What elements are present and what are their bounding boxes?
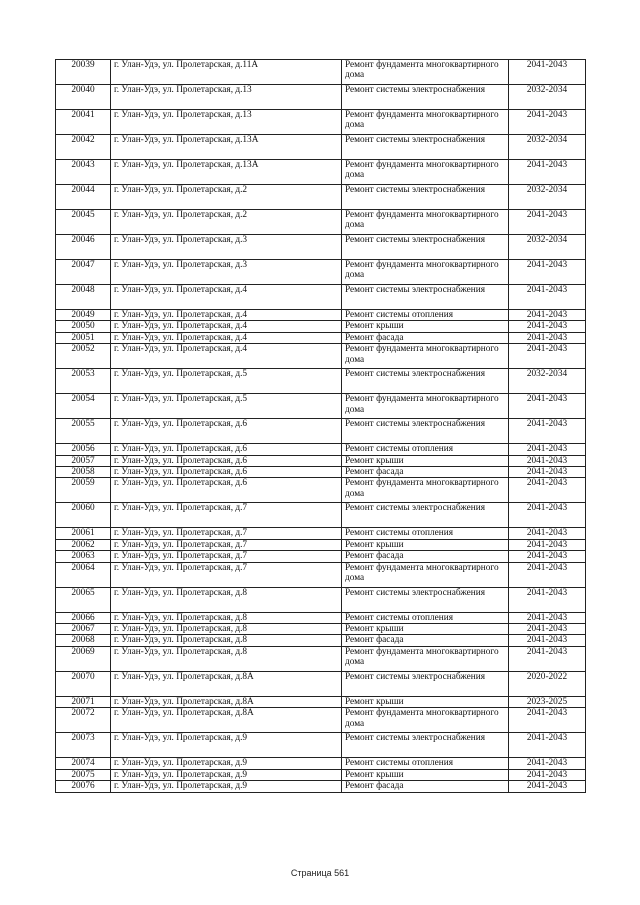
row-id-cell: 20041 [56, 110, 111, 135]
address-cell: г. Улан-Удэ, ул. Пролетарская, д.9 [111, 733, 342, 758]
period-cell: 2041-2043 [509, 551, 586, 562]
table-row [56, 708, 586, 733]
table-row [56, 696, 586, 707]
table-row [56, 528, 586, 539]
address-cell: г. Улан-Удэ, ул. Пролетарская, д.3 [111, 235, 342, 260]
work-type-cell: Ремонт крыши [342, 696, 509, 707]
period-cell: 2041-2043 [509, 260, 586, 285]
row-id-cell: 20045 [56, 210, 111, 235]
address-cell: г. Улан-Удэ, ул. Пролетарская, д.6 [111, 455, 342, 466]
work-type-cell: Ремонт системы электроснабжения [342, 503, 509, 528]
address-cell: г. Улан-Удэ, ул. Пролетарская, д.6 [111, 467, 342, 478]
period-cell: 2032-2034 [509, 235, 586, 260]
row-id-cell: 20054 [56, 394, 111, 419]
address-cell: г. Улан-Удэ, ул. Пролетарская, д.8 [111, 624, 342, 635]
table-row [56, 758, 586, 769]
address-cell: г. Улан-Удэ, ул. Пролетарская, д.8 [111, 587, 342, 612]
table-row [56, 285, 586, 310]
row-id-cell: 20039 [56, 60, 111, 85]
work-type-cell: Ремонт системы электроснабжения [342, 135, 509, 160]
address-cell: г. Улан-Удэ, ул. Пролетарская, д.8 [111, 646, 342, 671]
work-type-cell: Ремонт системы отопления [342, 612, 509, 623]
table-row [56, 671, 586, 696]
address-cell: г. Улан-Удэ, ул. Пролетарская, д.7 [111, 528, 342, 539]
period-cell: 2041-2043 [509, 467, 586, 478]
work-type-cell: Ремонт фундамента многоквартирного дома [342, 110, 509, 135]
address-cell: г. Улан-Удэ, ул. Пролетарская, д.11А [111, 60, 342, 85]
work-type-cell: Ремонт фундамента многоквартирного дома [342, 394, 509, 419]
period-cell: 2041-2043 [509, 758, 586, 769]
table-row [56, 160, 586, 185]
period-cell: 2032-2034 [509, 135, 586, 160]
table-row [56, 587, 586, 612]
table-row [56, 539, 586, 550]
row-id-cell: 20076 [56, 781, 111, 792]
row-id-cell: 20057 [56, 455, 111, 466]
table-row [56, 321, 586, 332]
row-id-cell: 20069 [56, 646, 111, 671]
row-id-cell: 20073 [56, 733, 111, 758]
row-id-cell: 20064 [56, 562, 111, 587]
row-id-cell: 20049 [56, 310, 111, 321]
work-type-cell: Ремонт фундамента многоквартирного дома [342, 160, 509, 185]
period-cell: 2041-2043 [509, 160, 586, 185]
address-cell: г. Улан-Удэ, ул. Пролетарская, д.5 [111, 369, 342, 394]
period-cell: 2020-2022 [509, 671, 586, 696]
address-cell: г. Улан-Удэ, ул. Пролетарская, д.6 [111, 444, 342, 455]
row-id-cell: 20058 [56, 467, 111, 478]
address-cell: г. Улан-Удэ, ул. Пролетарская, д.6 [111, 478, 342, 503]
table-row [56, 478, 586, 503]
period-cell: 2041-2043 [509, 60, 586, 85]
period-cell: 2041-2043 [509, 310, 586, 321]
period-cell: 2041-2043 [509, 781, 586, 792]
period-cell: 2041-2043 [509, 528, 586, 539]
period-cell: 2041-2043 [509, 612, 586, 623]
work-type-cell: Ремонт фундамента многоквартирного дома [342, 562, 509, 587]
period-cell: 2041-2043 [509, 708, 586, 733]
table-row [56, 332, 586, 343]
table-row [56, 781, 586, 792]
works-table [55, 59, 586, 793]
work-type-cell: Ремонт фундамента многоквартирного дома [342, 646, 509, 671]
address-cell: г. Улан-Удэ, ул. Пролетарская, д.7 [111, 539, 342, 550]
row-id-cell: 20056 [56, 444, 111, 455]
period-cell: 2041-2043 [509, 587, 586, 612]
address-cell: г. Улан-Удэ, ул. Пролетарская, д.13А [111, 135, 342, 160]
row-id-cell: 20053 [56, 369, 111, 394]
work-type-cell: Ремонт системы электроснабжения [342, 419, 509, 444]
row-id-cell: 20050 [56, 321, 111, 332]
address-cell: г. Улан-Удэ, ул. Пролетарская, д.8 [111, 635, 342, 646]
work-type-cell: Ремонт системы электроснабжения [342, 733, 509, 758]
row-id-cell: 20055 [56, 419, 111, 444]
table-row [56, 344, 586, 369]
table-row [56, 260, 586, 285]
period-cell: 2041-2043 [509, 285, 586, 310]
period-cell: 2041-2043 [509, 503, 586, 528]
period-cell: 2041-2043 [509, 344, 586, 369]
work-type-cell: Ремонт фасада [342, 332, 509, 343]
period-cell: 2041-2043 [509, 635, 586, 646]
work-type-cell: Ремонт фундамента многоквартирного дома [342, 708, 509, 733]
address-cell: г. Улан-Удэ, ул. Пролетарская, д.4 [111, 332, 342, 343]
row-id-cell: 20063 [56, 551, 111, 562]
address-cell: г. Улан-Удэ, ул. Пролетарская, д.8А [111, 708, 342, 733]
table-row [56, 185, 586, 210]
work-type-cell: Ремонт фасада [342, 551, 509, 562]
address-cell: г. Улан-Удэ, ул. Пролетарская, д.7 [111, 551, 342, 562]
work-type-cell: Ремонт системы отопления [342, 528, 509, 539]
period-cell: 2041-2043 [509, 562, 586, 587]
row-id-cell: 20051 [56, 332, 111, 343]
work-type-cell: Ремонт фундамента многоквартирного дома [342, 210, 509, 235]
work-type-cell: Ремонт системы электроснабжения [342, 85, 509, 110]
period-cell: 2041-2043 [509, 419, 586, 444]
row-id-cell: 20059 [56, 478, 111, 503]
row-id-cell: 20062 [56, 539, 111, 550]
address-cell: г. Улан-Удэ, ул. Пролетарская, д.4 [111, 321, 342, 332]
address-cell: г. Улан-Удэ, ул. Пролетарская, д.2 [111, 210, 342, 235]
table-row [56, 769, 586, 780]
address-cell: г. Улан-Удэ, ул. Пролетарская, д.13А [111, 160, 342, 185]
row-id-cell: 20071 [56, 696, 111, 707]
row-id-cell: 20061 [56, 528, 111, 539]
row-id-cell: 20048 [56, 285, 111, 310]
table-row [56, 85, 586, 110]
row-id-cell: 20040 [56, 85, 111, 110]
table-row [56, 310, 586, 321]
period-cell: 2041-2043 [509, 733, 586, 758]
row-id-cell: 20043 [56, 160, 111, 185]
table-row [56, 467, 586, 478]
work-type-cell: Ремонт системы отопления [342, 444, 509, 455]
row-id-cell: 20052 [56, 344, 111, 369]
address-cell: г. Улан-Удэ, ул. Пролетарская, д.9 [111, 769, 342, 780]
period-cell: 2041-2043 [509, 332, 586, 343]
work-type-cell: Ремонт системы электроснабжения [342, 235, 509, 260]
table-row [56, 635, 586, 646]
work-type-cell: Ремонт фасада [342, 635, 509, 646]
table-row [56, 646, 586, 671]
period-cell: 2041-2043 [509, 769, 586, 780]
period-cell: 2032-2034 [509, 369, 586, 394]
table-row [56, 551, 586, 562]
work-type-cell: Ремонт фасада [342, 781, 509, 792]
address-cell: г. Улан-Удэ, ул. Пролетарская, д.2 [111, 185, 342, 210]
table-row [56, 369, 586, 394]
table-row [56, 562, 586, 587]
period-cell: 2041-2043 [509, 444, 586, 455]
work-type-cell: Ремонт крыши [342, 539, 509, 550]
address-cell: г. Улан-Удэ, ул. Пролетарская, д.13 [111, 110, 342, 135]
address-cell: г. Улан-Удэ, ул. Пролетарская, д.4 [111, 285, 342, 310]
address-cell: г. Улан-Удэ, ул. Пролетарская, д.13 [111, 85, 342, 110]
row-id-cell: 20046 [56, 235, 111, 260]
table-row [56, 135, 586, 160]
period-cell: 2032-2034 [509, 185, 586, 210]
row-id-cell: 20074 [56, 758, 111, 769]
period-cell: 2041-2043 [509, 646, 586, 671]
row-id-cell: 20066 [56, 612, 111, 623]
work-type-cell: Ремонт крыши [342, 321, 509, 332]
work-type-cell: Ремонт крыши [342, 769, 509, 780]
period-cell: 2041-2043 [509, 455, 586, 466]
row-id-cell: 20075 [56, 769, 111, 780]
row-id-cell: 20072 [56, 708, 111, 733]
address-cell: г. Улан-Удэ, ул. Пролетарская, д.9 [111, 758, 342, 769]
table-row [56, 210, 586, 235]
period-cell: 2041-2043 [509, 394, 586, 419]
address-cell: г. Улан-Удэ, ул. Пролетарская, д.7 [111, 503, 342, 528]
work-type-cell: Ремонт крыши [342, 624, 509, 635]
work-type-cell: Ремонт фундамента многоквартирного дома [342, 478, 509, 503]
table-row [56, 503, 586, 528]
row-id-cell: 20065 [56, 587, 111, 612]
table-row [56, 444, 586, 455]
period-cell: 2032-2034 [509, 85, 586, 110]
table-row [56, 60, 586, 85]
table-row [56, 624, 586, 635]
work-type-cell: Ремонт фундамента многоквартирного дома [342, 344, 509, 369]
row-id-cell: 20068 [56, 635, 111, 646]
table-row [56, 235, 586, 260]
period-cell: 2041-2043 [509, 110, 586, 135]
address-cell: г. Улан-Удэ, ул. Пролетарская, д.8А [111, 696, 342, 707]
row-id-cell: 20067 [56, 624, 111, 635]
table-row [56, 733, 586, 758]
page-number: Страница 561 [290, 868, 350, 878]
period-cell: 2023-2025 [509, 696, 586, 707]
row-id-cell: 20070 [56, 671, 111, 696]
row-id-cell: 20047 [56, 260, 111, 285]
row-id-cell: 20044 [56, 185, 111, 210]
address-cell: г. Улан-Удэ, ул. Пролетарская, д.3 [111, 260, 342, 285]
table-row [56, 612, 586, 623]
work-type-cell: Ремонт системы электроснабжения [342, 587, 509, 612]
row-id-cell: 20042 [56, 135, 111, 160]
table-row [56, 455, 586, 466]
table-row [56, 110, 586, 135]
period-cell: 2041-2043 [509, 478, 586, 503]
address-cell: г. Улан-Удэ, ул. Пролетарская, д.8 [111, 612, 342, 623]
address-cell: г. Улан-Удэ, ул. Пролетарская, д.7 [111, 562, 342, 587]
work-type-cell: Ремонт крыши [342, 455, 509, 466]
work-type-cell: Ремонт фундамента многоквартирного дома [342, 60, 509, 85]
period-cell: 2041-2043 [509, 624, 586, 635]
address-cell: г. Улан-Удэ, ул. Пролетарская, д.4 [111, 344, 342, 369]
table-row [56, 419, 586, 444]
address-cell: г. Улан-Удэ, ул. Пролетарская, д.8А [111, 671, 342, 696]
work-type-cell: Ремонт системы электроснабжения [342, 285, 509, 310]
address-cell: г. Улан-Удэ, ул. Пролетарская, д.9 [111, 781, 342, 792]
work-type-cell: Ремонт фундамента многоквартирного дома [342, 260, 509, 285]
period-cell: 2041-2043 [509, 321, 586, 332]
work-type-cell: Ремонт системы электроснабжения [342, 369, 509, 394]
work-type-cell: Ремонт системы электроснабжения [342, 671, 509, 696]
address-cell: г. Улан-Удэ, ул. Пролетарская, д.5 [111, 394, 342, 419]
work-type-cell: Ремонт системы отопления [342, 310, 509, 321]
work-type-cell: Ремонт системы электроснабжения [342, 185, 509, 210]
table-row [56, 394, 586, 419]
period-cell: 2041-2043 [509, 539, 586, 550]
work-type-cell: Ремонт фасада [342, 467, 509, 478]
row-id-cell: 20060 [56, 503, 111, 528]
address-cell: г. Улан-Удэ, ул. Пролетарская, д.4 [111, 310, 342, 321]
period-cell: 2041-2043 [509, 210, 586, 235]
work-type-cell: Ремонт системы отопления [342, 758, 509, 769]
works-table-body [56, 60, 586, 793]
address-cell: г. Улан-Удэ, ул. Пролетарская, д.6 [111, 419, 342, 444]
